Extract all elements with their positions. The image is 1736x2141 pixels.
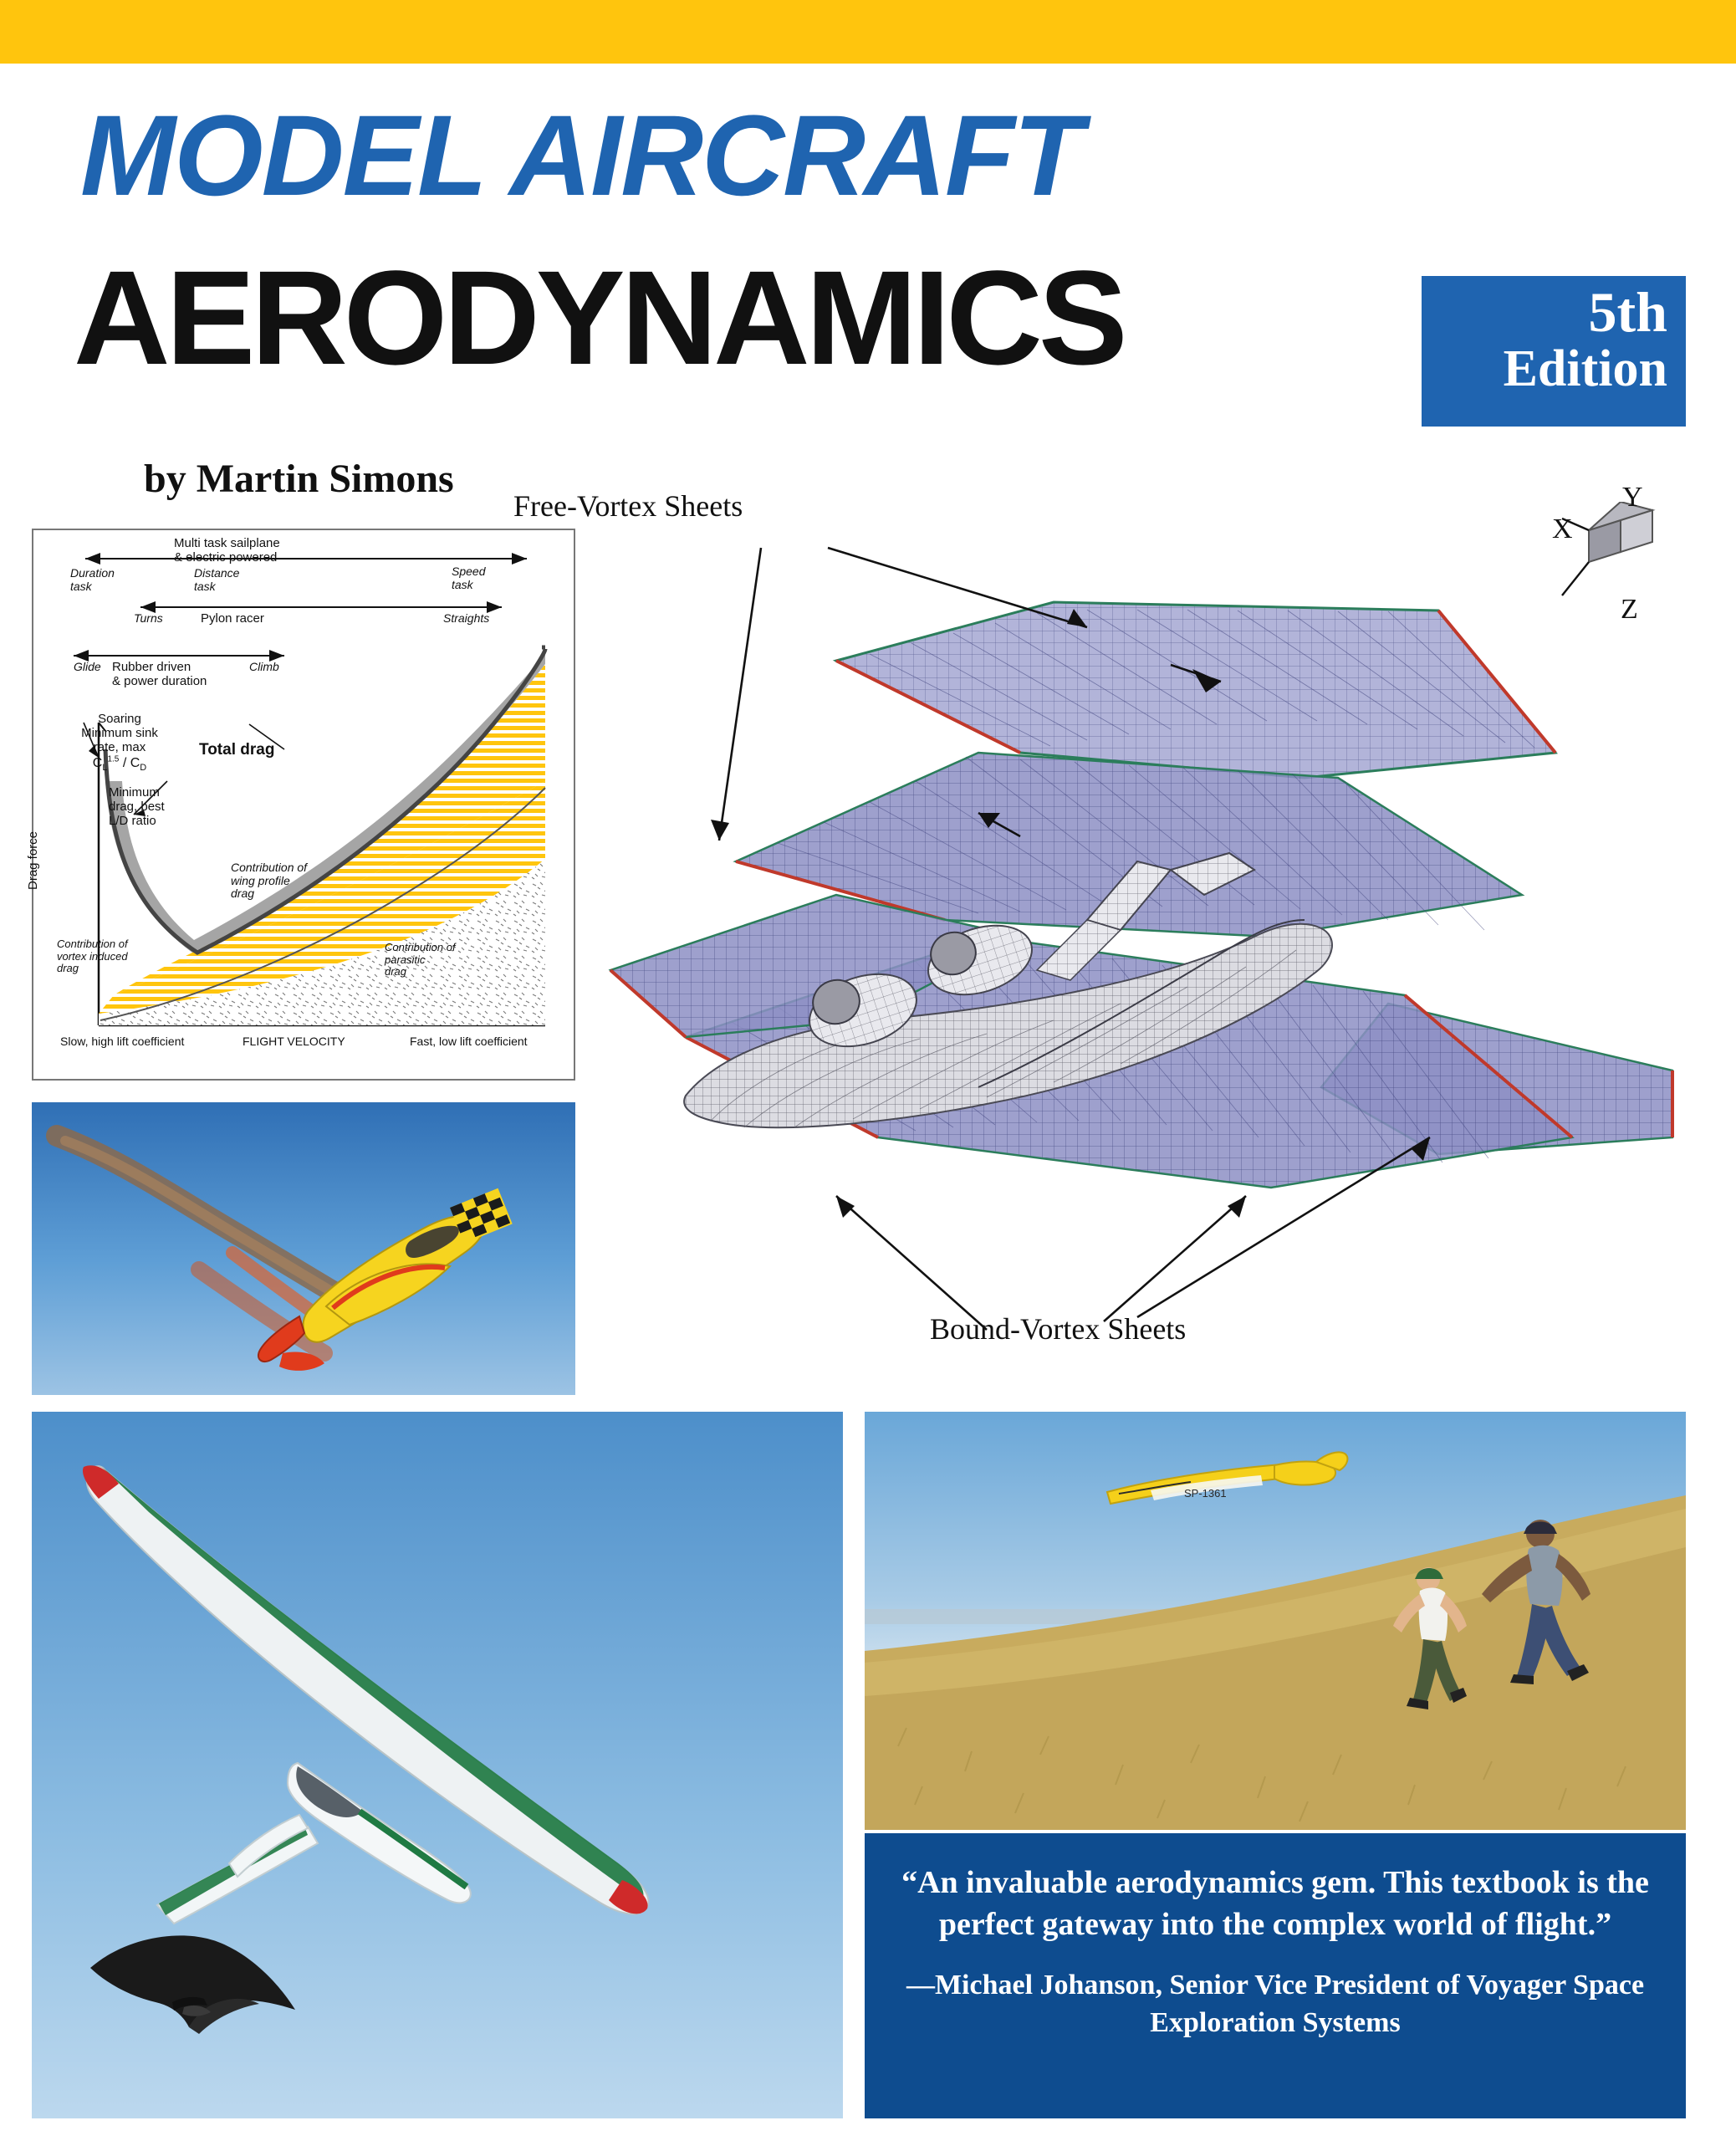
drag-curve-chart bbox=[26, 529, 575, 1081]
chart-label-vortex-drag: Contribution of vortex induced drag bbox=[57, 938, 128, 975]
chart-label-pylon: Pylon racer bbox=[201, 611, 264, 626]
book-title-line1: MODEL AIRCRAFT bbox=[80, 92, 1082, 220]
review-quote-text: “An invaluable aerodynamics gem. This textbook is the perfect gateway into the complex world of flight.” bbox=[901, 1865, 1649, 1943]
chart-label-profile-drag: Contribution of wing profile drag bbox=[231, 861, 308, 901]
glider-photo-art bbox=[32, 1412, 843, 2118]
chart-label-multitask: Multi task sailplane & electric powered bbox=[174, 536, 280, 565]
review-quote-attribution: —Michael Johanson, Senior Vice President of Voyager Space Exploration Systems bbox=[906, 1970, 1645, 2038]
label-free-vortex-sheets: Free-Vortex Sheets bbox=[513, 489, 743, 523]
chart-x-right-note: Fast, low lift coefficient bbox=[410, 1035, 528, 1048]
edition-number: 5th bbox=[1588, 280, 1667, 344]
label-bound-vortex-sheets: Bound-Vortex Sheets bbox=[930, 1312, 1187, 1346]
chart-label-speed: Speed task bbox=[452, 565, 486, 591]
edition-badge bbox=[1422, 276, 1686, 427]
photo-hillside-launch bbox=[865, 1412, 1686, 1830]
chart-x-axis-label: FLIGHT VELOCITY bbox=[243, 1035, 345, 1048]
chart-label-soaring: Soaring Minimum sink rate, max $C_L^{1.5} / C_D$ bbox=[81, 712, 158, 773]
chart-label-glide: Glide bbox=[74, 660, 101, 673]
author-byline: by Martin Simons bbox=[144, 457, 454, 501]
hillside-photo-art bbox=[865, 1412, 1686, 1830]
chart-x-left-note: Slow, high lift coefficient bbox=[60, 1035, 185, 1048]
chart-label-climb: Climb bbox=[249, 660, 279, 673]
axis-label-x: X bbox=[1552, 514, 1573, 544]
chart-label-straights: Straights bbox=[443, 611, 490, 625]
cfd-svg bbox=[585, 502, 1698, 1388]
photo-aerobatic-model bbox=[32, 1102, 575, 1395]
axis-label-z: Z bbox=[1621, 594, 1638, 625]
chart-label-distance: Distance task bbox=[194, 566, 240, 593]
aerobatic-photo-art bbox=[32, 1102, 575, 1395]
book-title-line2: AERODYNAMICS bbox=[74, 243, 1124, 392]
chart-label-turns: Turns bbox=[134, 611, 163, 625]
chart-label-total-drag: Total drag bbox=[199, 741, 275, 759]
chart-label-parasitic-drag: Contribution of parasitic drag bbox=[385, 941, 456, 979]
top-accent-bar bbox=[0, 0, 1736, 64]
chart-label-duration: Duration task bbox=[70, 566, 115, 593]
axis-label-y: Y bbox=[1622, 482, 1643, 513]
svg-text:SP-1361: SP-1361 bbox=[1184, 1487, 1227, 1500]
chart-label-min-drag: Minimum drag, best L/D ratio bbox=[109, 785, 165, 828]
chart-y-axis-label: Drag force bbox=[26, 830, 40, 890]
edition-word: Edition bbox=[1503, 340, 1667, 398]
cfd-vortex-diagram bbox=[513, 482, 1698, 1388]
chart-label-rubber: Rubber driven & power duration bbox=[112, 660, 207, 688]
review-quote-box bbox=[865, 1833, 1686, 2118]
photo-model-glider bbox=[32, 1412, 843, 2118]
